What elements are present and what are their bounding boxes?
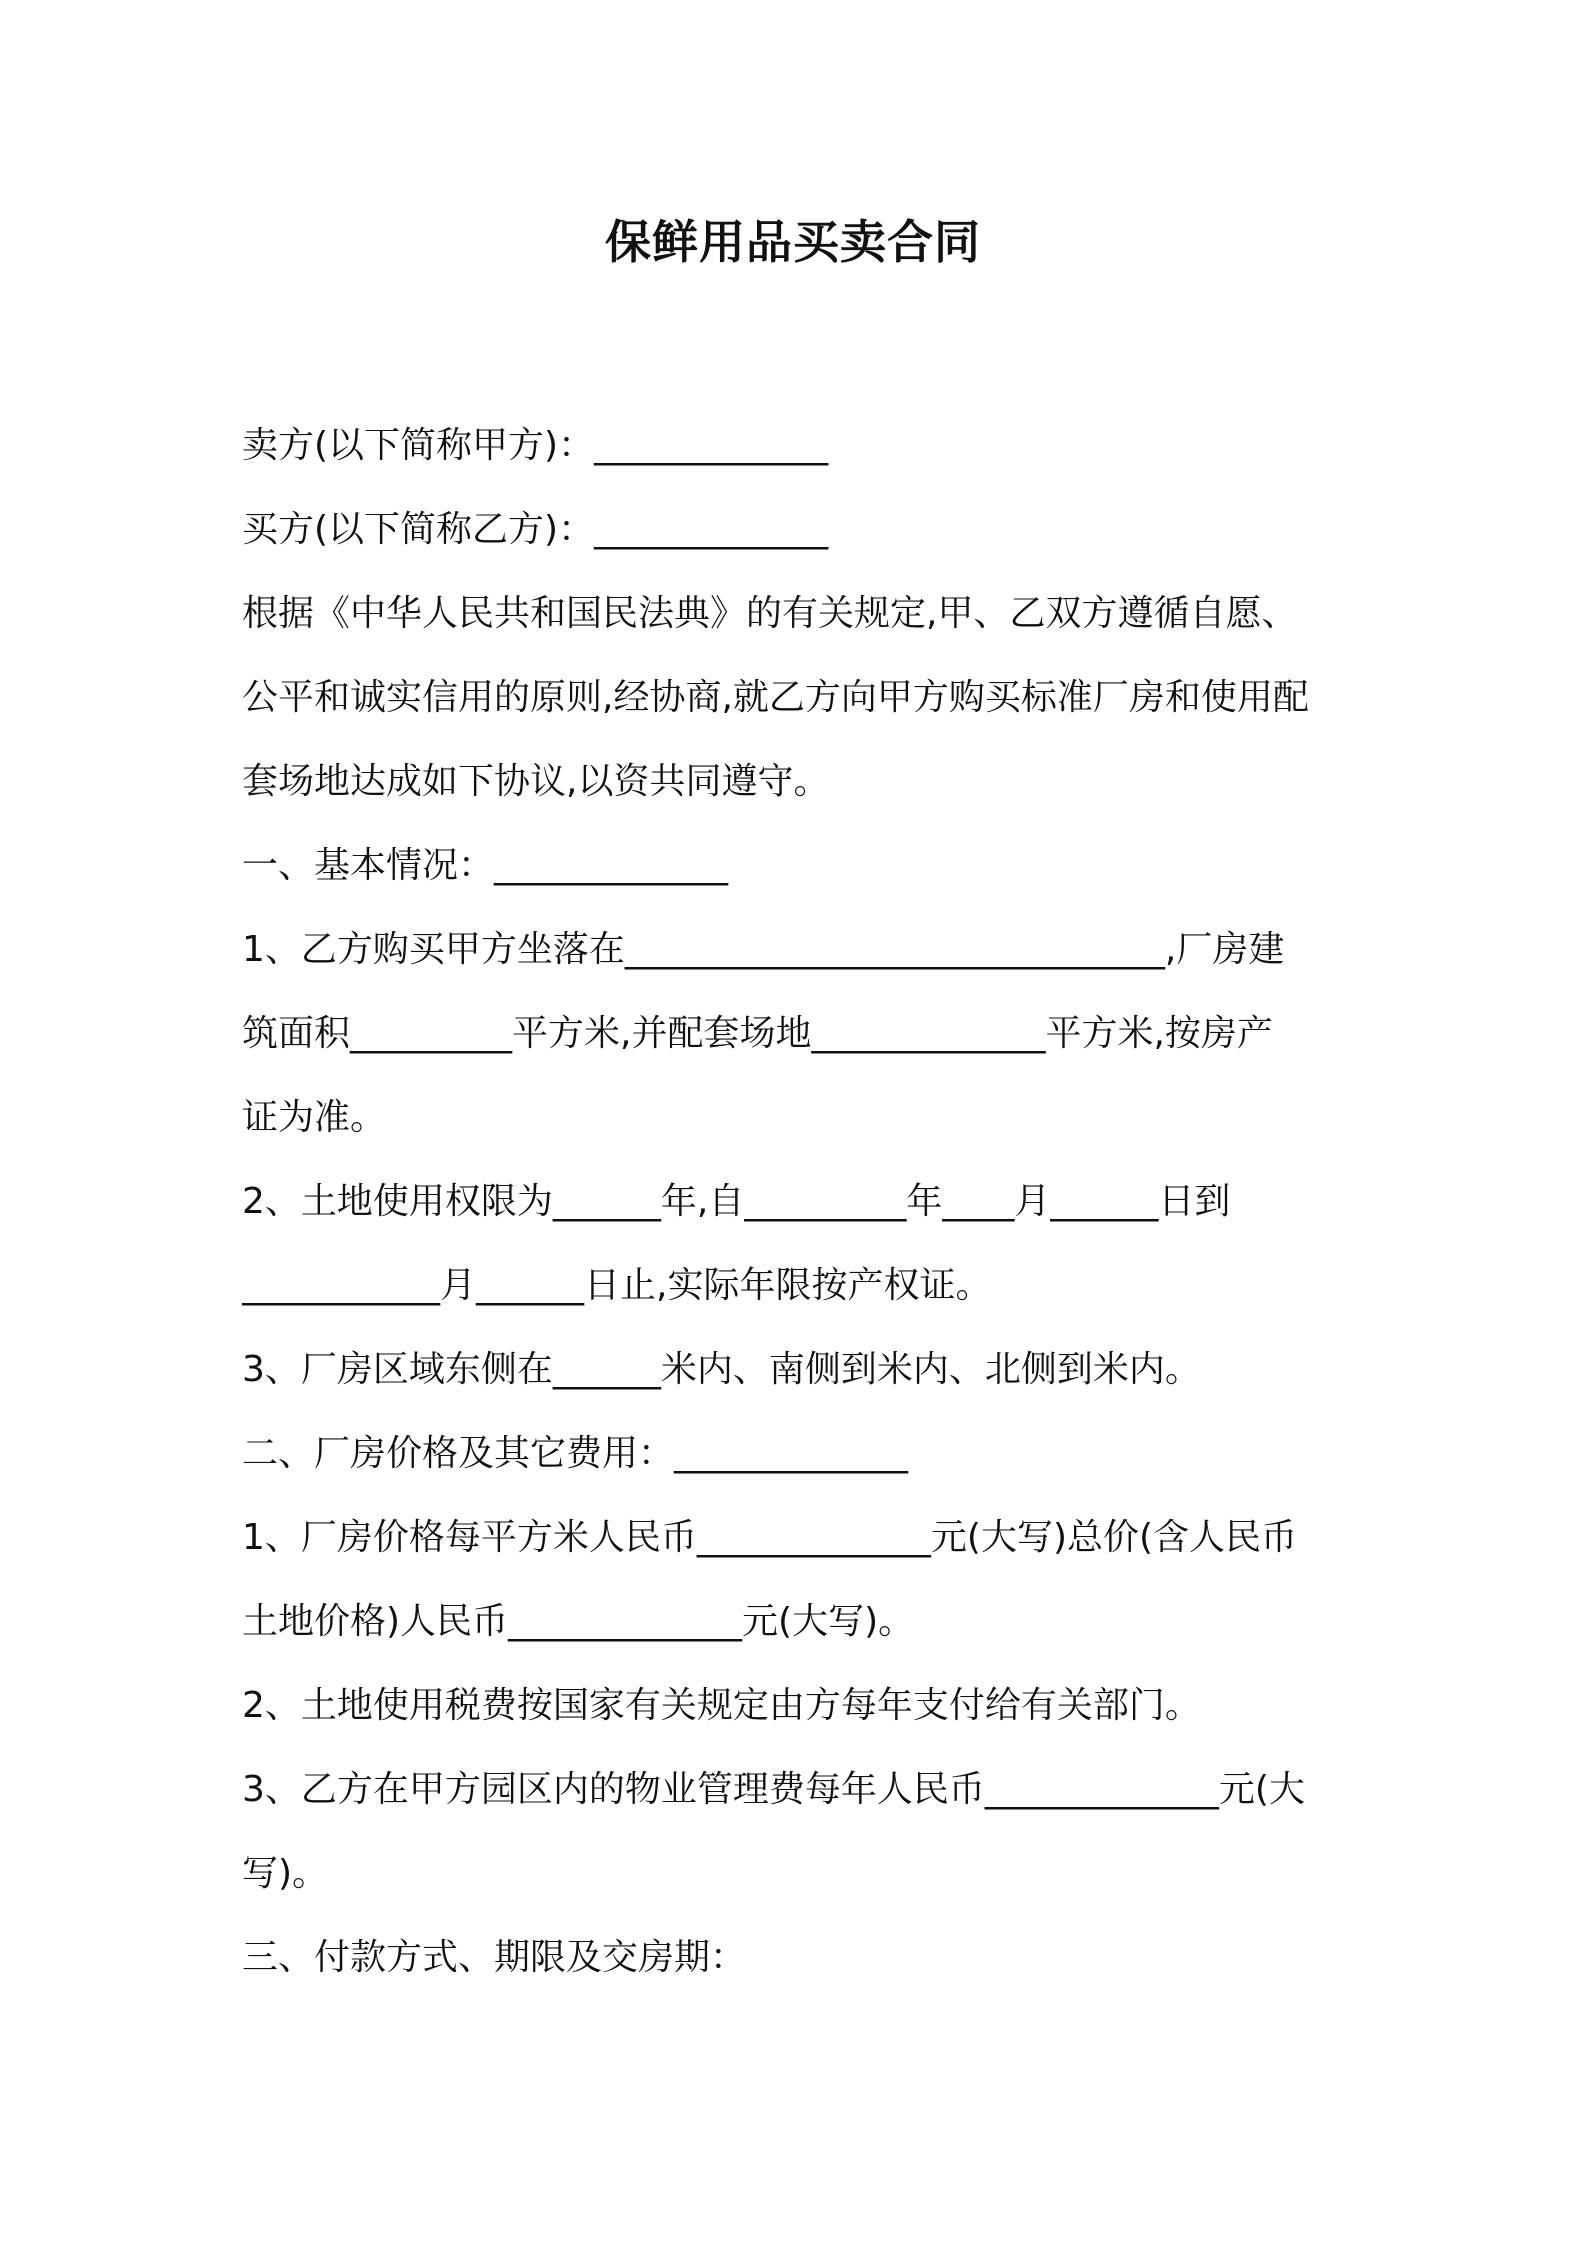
clause-2-3-line-1: 3、乙方在甲方园区内的物业管理费每年人民币_____________元(大 (242, 1769, 1305, 1810)
document-body (242, 404, 1362, 2000)
clause-2-2: 2、土地使用税费按国家有关规定由方每年支付给有关部门。 (242, 1685, 1201, 1726)
clause-1-2-line-1: 2、土地使用权限为______年,自_________年____月______日到 (242, 1181, 1231, 1222)
preamble-line-3: 套场地达成如下协议,以资共同遵守。 (242, 761, 830, 802)
clause-1-2-line-2: ___________月______日止,实际年限按产权证。 (242, 1265, 992, 1306)
clause-2-3-line-2: 写)。 (242, 1853, 329, 1894)
document-title: 保鲜用品买卖合同 (605, 215, 981, 269)
section-3-heading: 三、付款方式、期限及交房期： (242, 1937, 747, 1978)
buyer-line: 买方(以下简称乙方)：_____________ (242, 509, 829, 550)
preamble-line-2: 公平和诚实信用的原则,经协商,就乙方向甲方购买标准厂房和使用配 (242, 677, 1309, 718)
section-2-heading: 二、厂房价格及其它费用：_____________ (242, 1433, 909, 1474)
clause-1-1-line-3: 证为准。 (242, 1097, 387, 1138)
clause-2-1-line-2: 土地价格)人民币_____________元(大写)。 (242, 1601, 915, 1642)
clause-1-1-line-1: 1、乙方购买甲方坐落在______________________________,厂房建 (242, 929, 1285, 970)
clause-1-3: 3、厂房区域东侧在______米内、南侧到米内、北侧到米内。 (242, 1349, 1201, 1390)
clause-2-1-line-1: 1、厂房价格每平方米人民币_____________元(大写)总价(含人民币 (242, 1517, 1298, 1558)
seller-line: 卖方(以下简称甲方)：_____________ (242, 425, 829, 466)
preamble-line-1: 根据《中华人民共和国民法典》的有关规定,甲、乙双方遵循自愿、 (242, 593, 1298, 634)
clause-1-1-line-2: 筑面积_________平方米,并配套场地_____________平方米,按房产 (242, 1013, 1273, 1054)
section-1-heading: 一、基本情况：_____________ (242, 845, 729, 886)
